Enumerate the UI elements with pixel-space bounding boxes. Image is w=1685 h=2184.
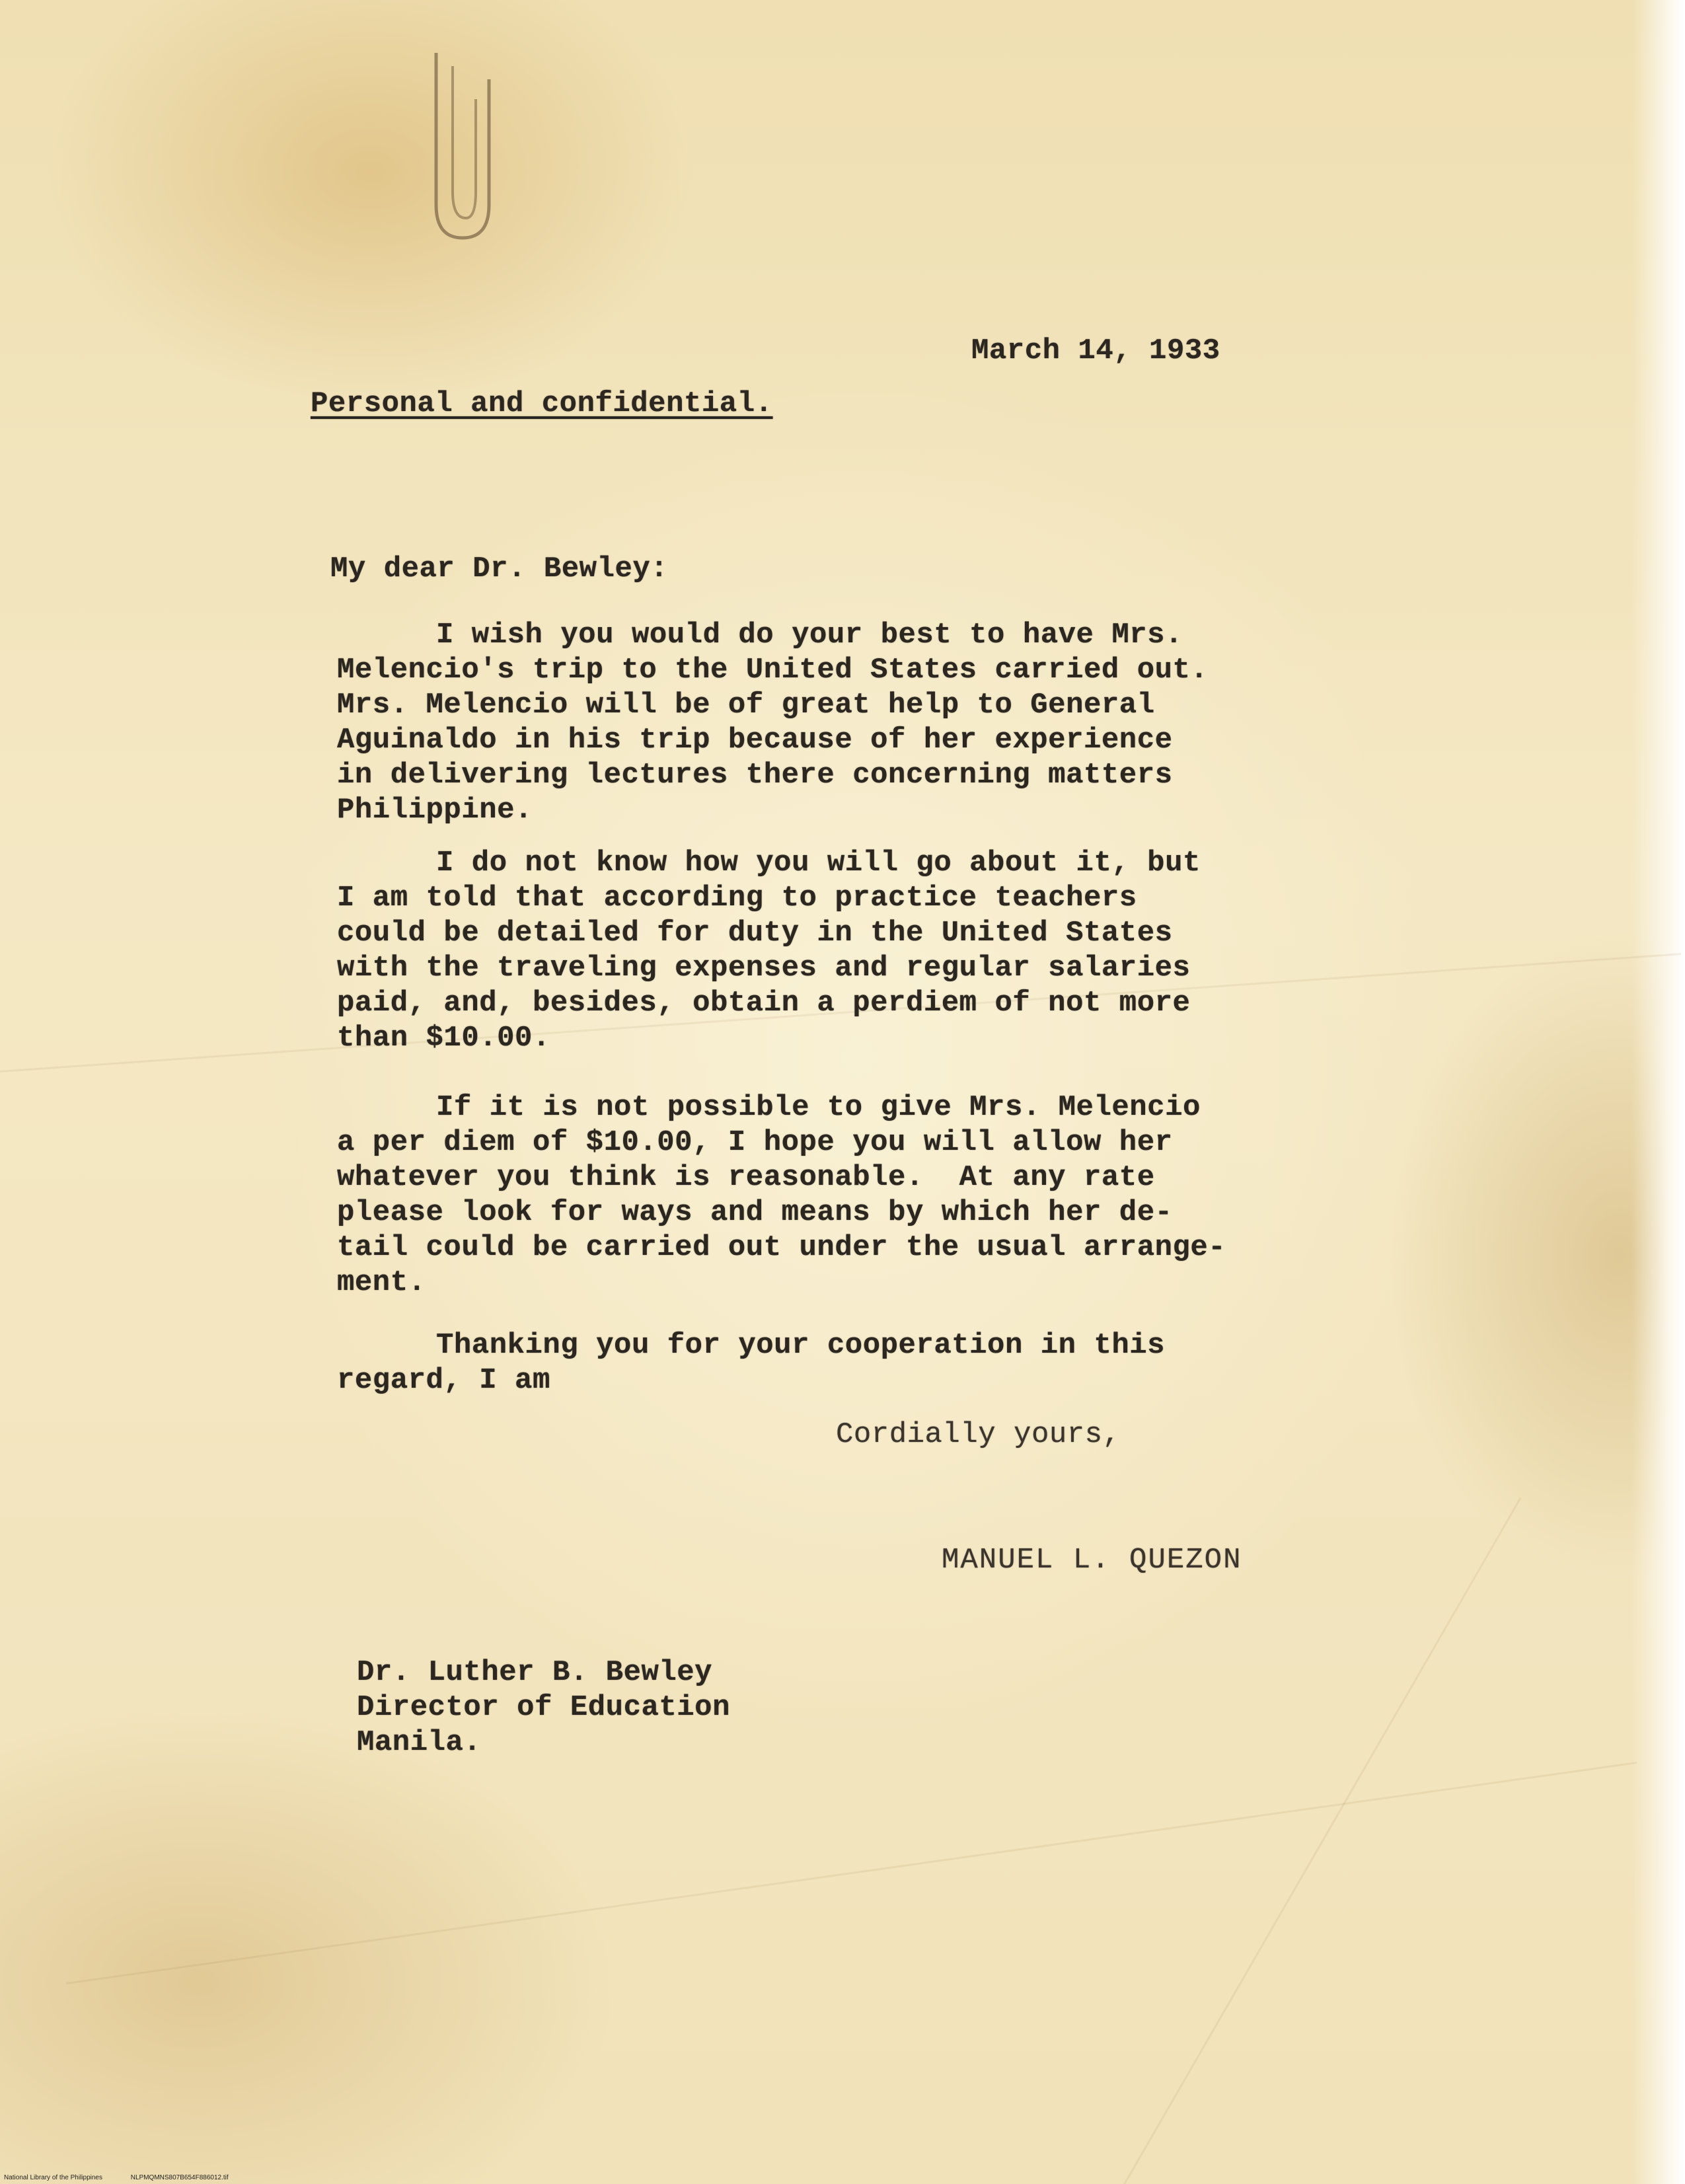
addressee-line: Dr. Luther B. Bewley [357,1656,713,1689]
paperclip-rust-mark-icon [396,40,515,251]
body-line: with the traveling expenses and regular salaries [337,952,1191,985]
body-line: Philippine. [337,794,533,827]
archive-institution: National Library of the Philippines [4,2174,102,2181]
body-line: I am told that according to practice teachers [337,882,1137,915]
body-line: whatever you think is reasonable. At any rate [337,1161,1155,1194]
closing: Cordially yours, [836,1418,1121,1451]
body-line: paid, and, besides, obtain a perdiem of not more [337,987,1191,1020]
body-line: in delivering lectures there concerning matters [337,759,1173,792]
letter-date: March 14, 1933 [971,334,1220,367]
body-line: Melencio's trip to the United States carried out. [337,654,1209,687]
body-line: If it is not possible to give Mrs. Melencio [436,1091,1201,1124]
addressee-line: Manila. [357,1726,482,1759]
body-line: regard, I am [337,1364,550,1397]
addressee-block [357,1655,730,1760]
body-paragraph [337,618,1208,828]
archive-footer [4,2174,255,2181]
body-line: than $10.00. [337,1022,550,1055]
signature-name: MANUEL L. QUEZON [942,1544,1242,1577]
body-paragraph [337,1328,1165,1398]
body-line: a per diem of $10.00, I hope you will allow her [337,1126,1173,1159]
body-line: ment. [337,1266,426,1299]
body-line: Thanking you for your cooperation in this [436,1329,1166,1362]
body-paragraph [337,1090,1226,1300]
paper-crease [1123,1497,1522,2184]
body-line: Aguinaldo in his trip because of her experience [337,724,1173,757]
body-line: please look for ways and means by which her de- [337,1196,1173,1229]
paper-edge [1632,0,1685,2184]
paper-crease [66,1762,1637,1984]
body-line: Mrs. Melencio will be of great help to General [337,689,1155,722]
addressee-line: Director of Education [357,1691,730,1724]
body-paragraph [337,846,1201,1056]
body-line: could be detailed for duty in the United States [337,917,1173,950]
archive-file-id: NLPMQMNS807B654F886012.tif [130,2174,229,2181]
body-line: I wish you would do your best to have Mrs. [436,619,1183,652]
body-line: tail could be carried out under the usual arrange- [337,1231,1226,1264]
confidential-heading: Personal and confidential. [311,387,773,420]
body-line: I do not know how you will go about it, but [436,847,1201,880]
salutation: My dear Dr. Bewley: [330,552,669,585]
